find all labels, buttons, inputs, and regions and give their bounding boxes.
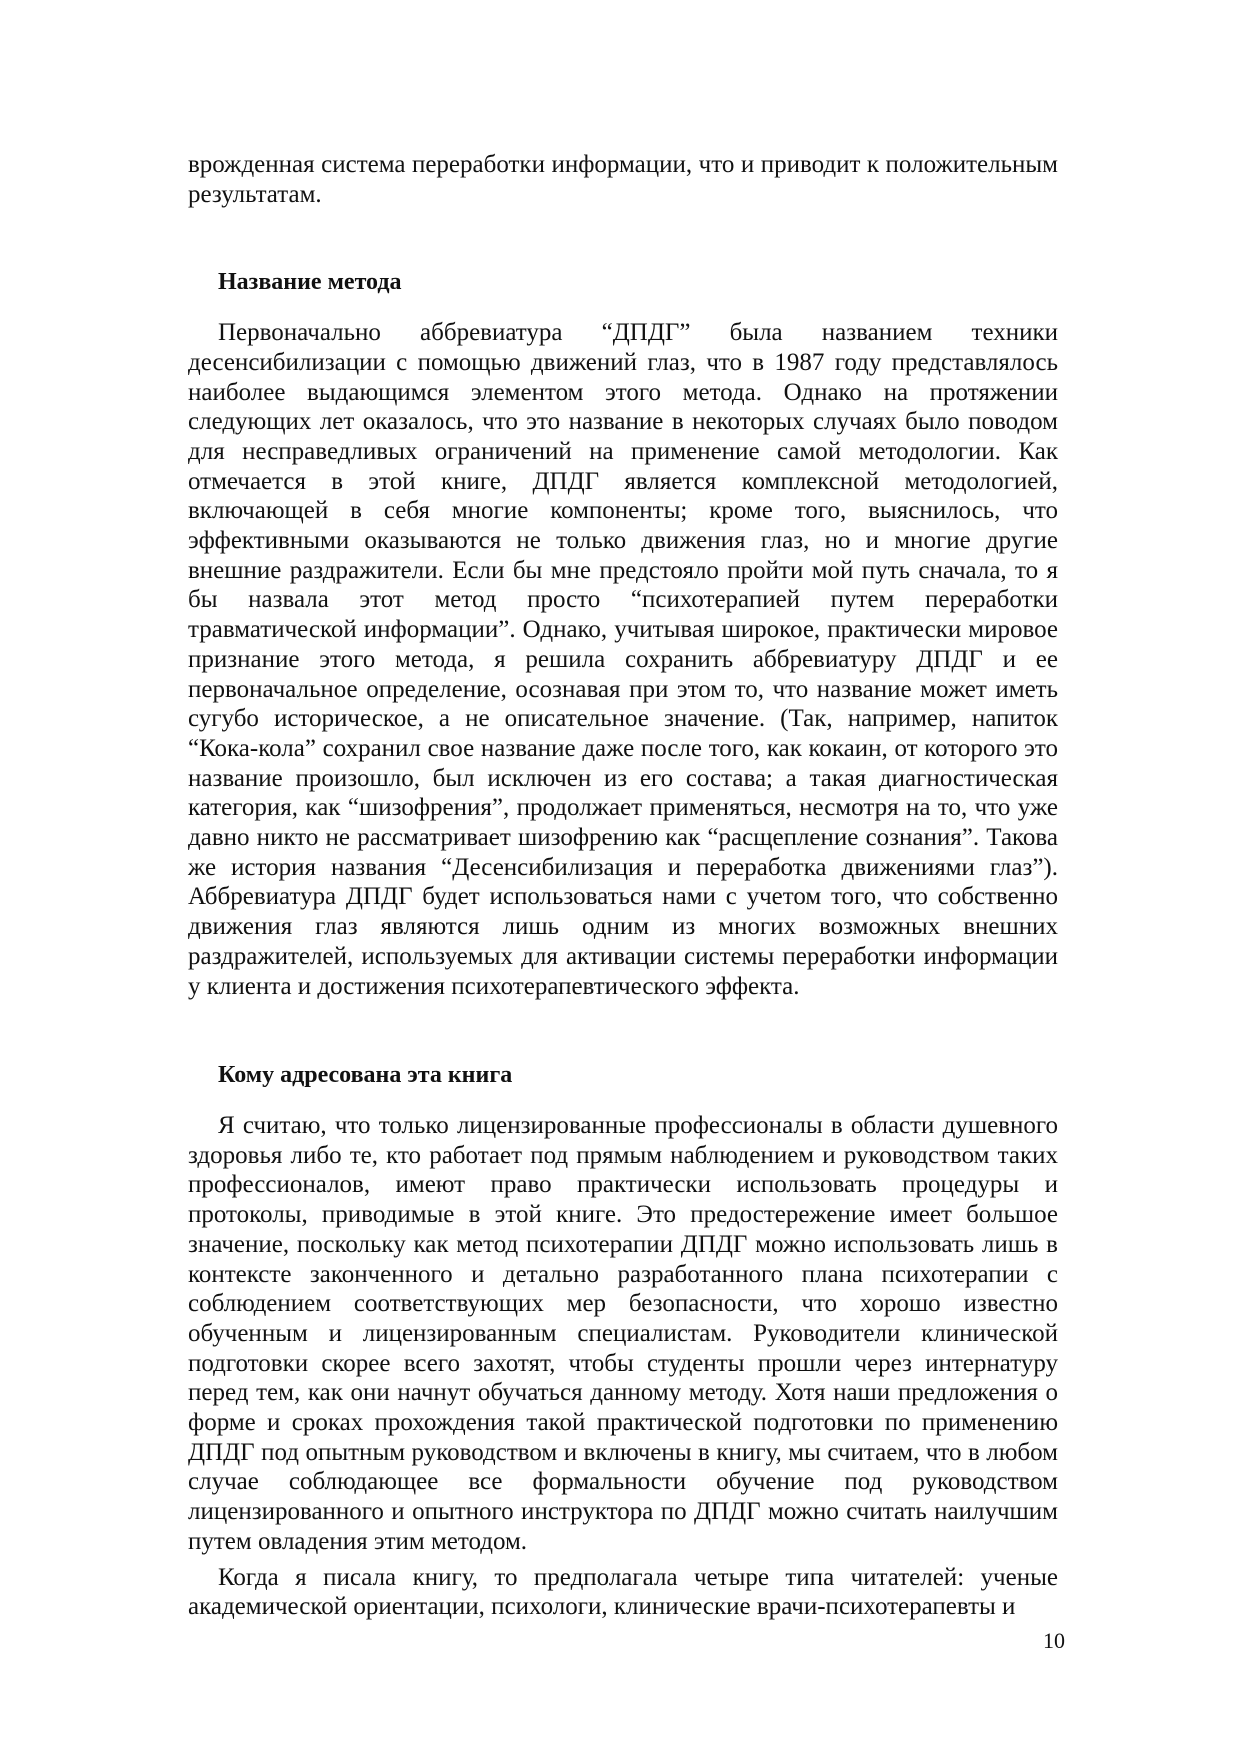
audience-paragraph-2: Когда я писала книгу, то предполагала четыре типа читателей: ученые академической ориентации, психологи, клинические врачи-психотерапевты и <box>188 1563 1058 1621</box>
section-heading-audience: Кому адресована эта книга <box>218 1062 513 1089</box>
page-number: 10 <box>1043 1628 1065 1653</box>
section-heading-method-name: Название метода <box>218 269 402 296</box>
method-name-paragraph: Первоначально аббревиатура “ДПДГ” была названием техники десенсибилизации с помощью движений глаз, что в 1987 году представлялось наиболее выдающимся элементом этого метода. Однако на протяжении следующих лет оказалось, что это название в некоторых случаях было поводом для несправедливых ограничений на применение самой методологии. Как отмечается в этой книге, ДПДГ является комплексной методологией, включающей в себя многие компоненты; кроме того, выяснилось, что эффективными оказываются не только движения глаз, но и многие другие внешние раздражители. Если бы мне предстояло пройти мой путь сначала, то я бы назвала этот метод просто “психотерапией путем переработки травматической информации”. Однако, учитывая широкое, практически мировое признание этого метода, я решила сохранить аббревиатуру ДПДГ и ее первоначальное определение, осознавая при этом то, что название может иметь сугубо историческое, а не описательное значение. (Так, например, напиток “Кока-кола” сохранил свое название даже после того, как кокаин, от которого это название произошло, был исключен из его состава; а такая диагностическая категория, как “шизофрения”, продолжает применяться, несмотря на то, что уже давно никто не рассматривает шизофрению как “расщепление сознания”. Такова же история названия “Десенсибилизация и переработка движениями глаз”). Аббревиатура ДПДГ будет использоваться нами с учетом того, что собственно движения глаз являются лишь одним из многих возможных внешних раздражителей, используемых для активации системы переработки информации у клиента и достижения психотерапевтического эффекта. <box>188 319 1058 1000</box>
document-page <box>188 150 1058 1622</box>
audience-paragraph-1: Я считаю, что только лицензированные профессионалы в области душевного здоровья либо те, кто работает под прямым наблюдением и руководством таких профессионалов, имеют право практически использовать процедуры и протоколы, приводимые в этой книге. Это предостережение имеет большое значение, поскольку как метод психотерапии ДПДГ можно использовать лишь в контексте законченного и детально разработанного плана психотерапии с соблюдением соответствующих мер безопасности, что хорошо известно обученным и лицензированным специалистам. Руководители клинической подготовки скорее всего захотят, чтобы студенты прошли через интернатуру перед тем, как они начнут обучаться данному методу. Хотя наши предложения о форме и сроках прохождения такой практической подготовки по применению ДПДГ под опытным руководством и включены в книгу, мы считаем, что в любом случае соблюдающее все формальности обучение под руководством лицензированного и опытного инструктора по ДПДГ можно считать наилучшим путем овладения этим методом. <box>188 1111 1058 1555</box>
continuation-paragraph: врожденная система переработки информации, что и приводит к положительным результатам. <box>188 151 1058 208</box>
